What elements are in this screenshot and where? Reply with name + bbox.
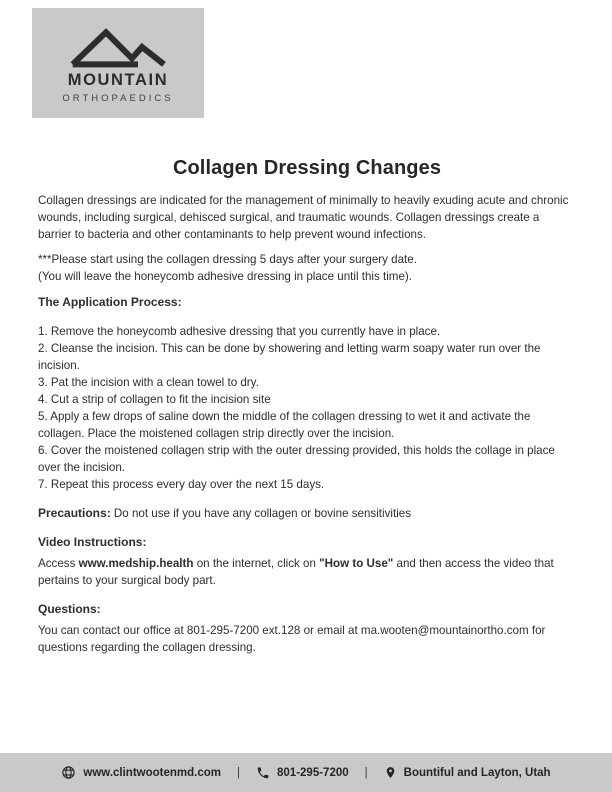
precautions-label: Precautions:: [38, 506, 111, 520]
notice-block: [38, 251, 576, 285]
location-pin-icon: [384, 765, 397, 780]
video-how-to-use-label: "How to Use": [319, 557, 394, 570]
questions-paragraph: You can contact our office at 801-295-7200 ext.128 or email at ma.wooten@mountainortho.com for questions regarding the collagen dressing.: [38, 624, 546, 654]
mountain-logo-icon: [68, 26, 168, 68]
application-step: 6. Cover the moistened collagen strip with the outer dressing provided, this holds the collage in place over the incision.: [38, 444, 555, 474]
notice-line-1: ***Please start using the collagen dressing 5 days after your surgery date.: [38, 253, 417, 266]
footer-website-item: [61, 765, 221, 780]
video-text-middle: on the internet, click on: [193, 557, 320, 570]
footer-phone: 801-295-7200: [277, 766, 349, 779]
video-text-suffix: and then access the video that pertains to your surgical body part.: [38, 557, 554, 587]
brand-subtitle: ORTHOPAEDICS: [62, 93, 174, 104]
video-site-link: www.medship.health: [78, 557, 194, 570]
video-instructions-paragraph: [38, 555, 576, 589]
footer-phone-item: [256, 766, 349, 780]
footer-separator: |: [237, 766, 241, 779]
application-step: 7. Repeat this process every day over the next 15 days.: [38, 478, 325, 491]
precautions-line: [38, 505, 576, 522]
precautions-text: Do not use if you have any collagen or bovine sensitivities: [110, 507, 412, 520]
footer-location: Bountiful and Layton, Utah: [403, 766, 551, 779]
footer-location-item: [384, 765, 551, 780]
application-step: 4. Cut a strip of collagen to fit the incision site: [38, 393, 271, 406]
application-steps: [38, 323, 576, 493]
document-content: [38, 157, 576, 656]
questions-heading: Questions:: [38, 602, 101, 616]
notice-line-2: (You will leave the honeycomb adhesive dressing in place until this time).: [38, 270, 412, 283]
phone-icon: [256, 766, 270, 780]
page-title: Collagen Dressing Changes: [172, 157, 442, 179]
application-step: 5. Apply a few drops of saline down the middle of the collagen dressing to wet it and activate the collagen. Place the moistened collagen strip directly over the incision.: [38, 410, 531, 440]
video-text-prefix: Access: [38, 557, 79, 570]
application-heading: The Application Process:: [38, 295, 182, 309]
footer-separator: |: [364, 766, 368, 779]
application-step: 2. Cleanse the incision. This can be done by showering and letting warm soapy water run over the incision.: [38, 342, 541, 372]
brand-name: MOUNTAIN: [67, 71, 169, 89]
footer-website: www.clintwootenmd.com: [83, 766, 222, 779]
video-instructions-heading: Video Instructions:: [38, 535, 147, 549]
globe-icon: [61, 765, 76, 780]
application-step: 3. Pat the incision with a clean towel to dry.: [38, 376, 259, 389]
application-step: 1. Remove the honeycomb adhesive dressing that you currently have in place.: [38, 325, 441, 338]
footer-bar: [0, 753, 612, 792]
logo-box: [32, 8, 204, 118]
intro-paragraph: Collagen dressings are indicated for the management of minimally to heavily exuding acute and chronic wounds, including surgical, dehisced surgical, and traumatic wounds. Collagen dressings create a barrier to bacteria and other contaminants to help prevent wound infections.: [38, 194, 569, 241]
